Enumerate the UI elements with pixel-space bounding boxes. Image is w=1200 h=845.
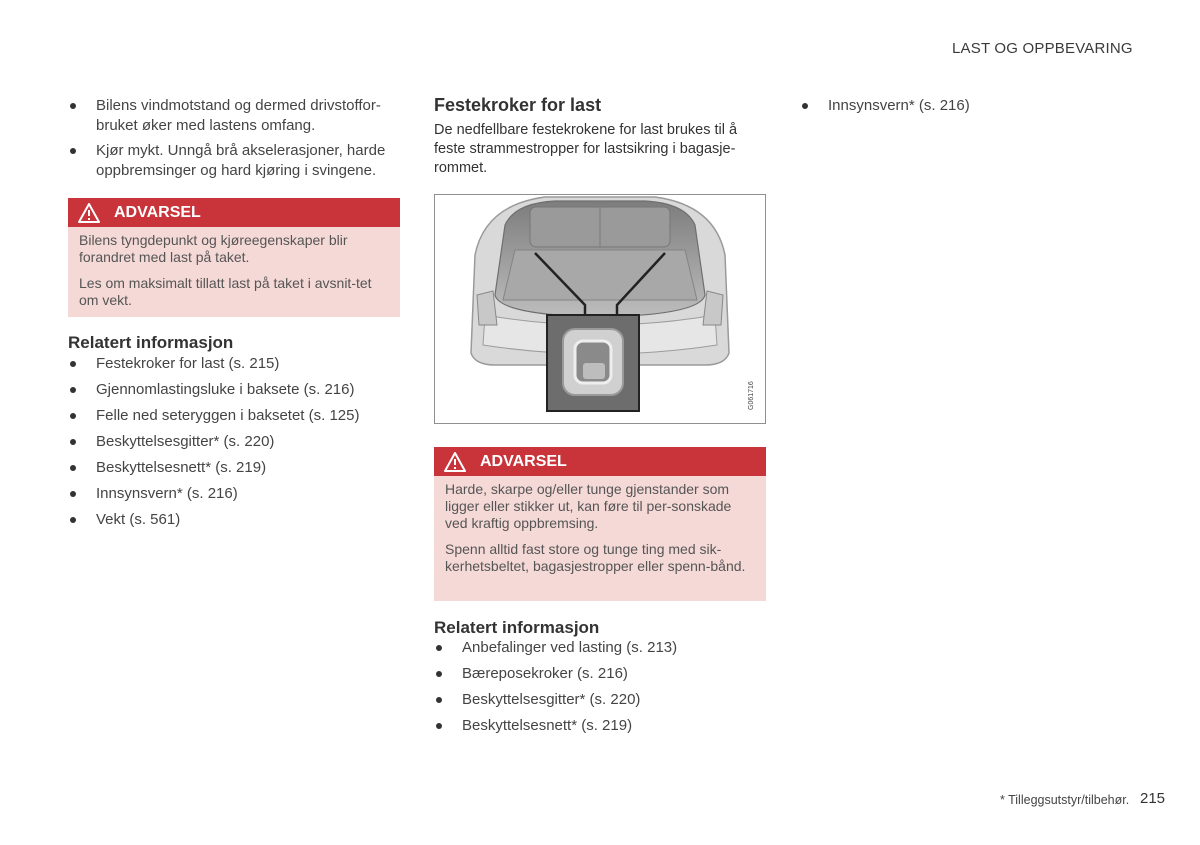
related-link[interactable]: Festekroker for last (s. 215)	[68, 354, 398, 374]
section-title: Festekroker for last	[434, 95, 602, 115]
warning-text: Les om maksimalt tillatt last på taket i avsnit-tet om vekt.	[79, 275, 372, 308]
related-link[interactable]: Vekt (s. 561)	[68, 510, 398, 530]
related-link[interactable]: Anbefalinger ved lasting (s. 213)	[434, 638, 764, 658]
warning-triangle-icon	[78, 203, 100, 223]
warning-title: ADVARSEL	[480, 452, 567, 470]
list-item: Kjør mykt. Unngå brå akselerasjoner, harde oppbremsinger og hard kjøring i svingene.	[68, 141, 388, 181]
related-link[interactable]: Beskyttelsesnett* (s. 219)	[434, 716, 764, 736]
related-heading: Relatert informasjon	[434, 618, 600, 637]
related-link[interactable]: Beskyttelsesgitter* (s. 220)	[68, 432, 398, 452]
related-link[interactable]: Beskyttelsesgitter* (s. 220)	[434, 690, 764, 710]
car-trunk-drawing	[435, 195, 765, 423]
related-link[interactable]: Bæreposekroker (s. 216)	[434, 664, 764, 684]
cargo-hook-illustration	[434, 194, 766, 424]
figure-code: G061716	[748, 381, 755, 410]
related-link[interactable]: Felle ned seteryggen i baksetet (s. 125)	[68, 406, 398, 426]
warning-header	[434, 447, 766, 476]
section-header: LAST OG OPPBEVARING	[952, 40, 1133, 57]
related-link[interactable]: Gjennomlastingsluke i baksete (s. 216)	[68, 380, 398, 400]
related-link[interactable]: Innsynsvern* (s. 216)	[68, 484, 398, 504]
warning-box-left	[68, 198, 400, 317]
related-link[interactable]: Beskyttelsesnett* (s. 219)	[68, 458, 398, 478]
related-link[interactable]: Innsynsvern* (s. 216)	[800, 96, 1130, 116]
left-intro-bullets	[68, 96, 388, 181]
warning-text: Harde, skarpe og/eller tunge gjenstander som ligger eller stikker ut, kan føre til per-sonskade ved kraftig oppbremsing.	[445, 481, 732, 531]
warning-title: ADVARSEL	[114, 203, 201, 221]
related-list-left	[68, 354, 398, 530]
related-list-middle	[434, 638, 764, 736]
page-number: 215	[1140, 790, 1166, 807]
warning-text: Spenn alltid fast store og tunge ting med sik-kerhetsbeltet, bagasjestropper eller spenn-bånd.	[445, 541, 746, 574]
intro-text: De nedfellbare festekrokene for last brukes til å feste strammestropper for lastsikring i bagasje-rommet.	[434, 122, 738, 176]
related-list-right	[800, 96, 1130, 116]
related-heading: Relatert informasjon	[68, 333, 234, 352]
footnote: * Tilleggsutstyr/tilbehør.	[1000, 793, 1130, 807]
list-item: Bilens vindmotstand og dermed drivstoffor-bruket øker med lastens omfang.	[68, 96, 388, 136]
warning-box-middle	[434, 447, 766, 601]
warning-header	[68, 198, 400, 227]
warning-text: Bilens tyngdepunkt og kjøreegenskaper blir forandret med last på taket.	[79, 232, 348, 265]
warning-triangle-icon	[444, 452, 466, 472]
